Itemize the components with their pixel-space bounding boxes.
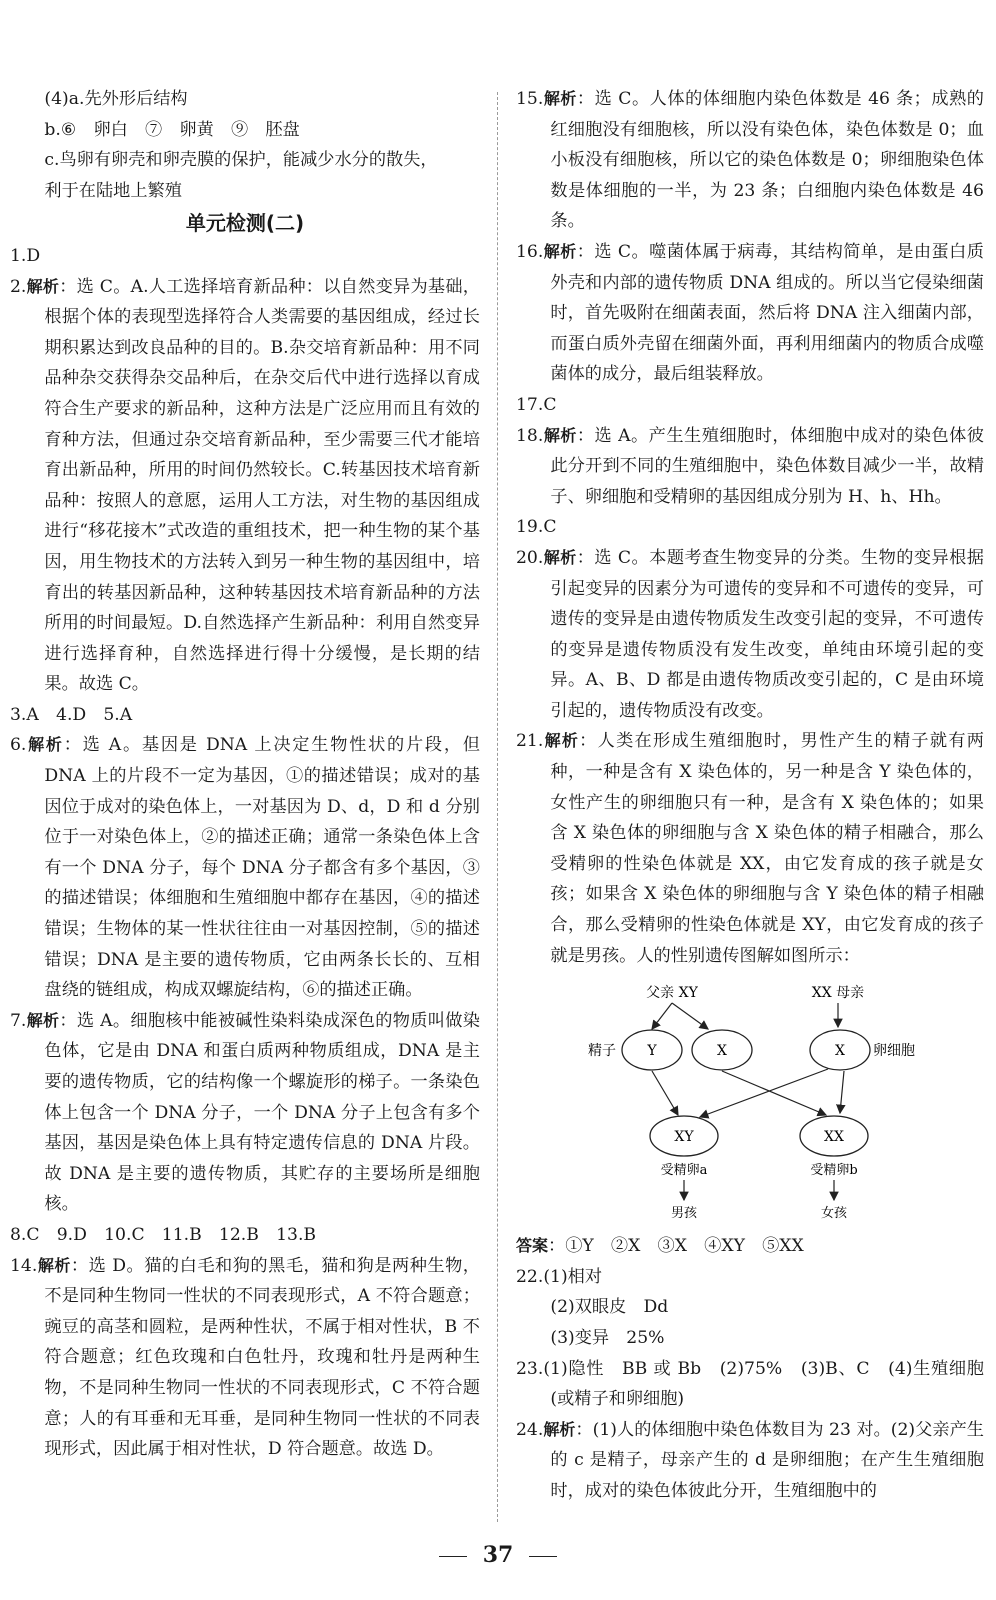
- question-item: 15.解析：选 C。人体的体细胞内染色体数是 46 条；成熟的红细胞没有细胞核，所以没有染色体，染色体数是 0；血小板没有细胞核，所以它的染色体数是 0；卵细胞染色体数是体细胞的一半，为 23 条；白细胞内染色体数是 46 条。: [516, 89, 984, 232]
- question-item: 7.解析：选 A。细胞核中能被碱性染料染成深色的物质叫做染色体，它是由 DNA 和蛋白质两种物质组成，DNA 是主要的遗传物质，它的结构像一个螺旋形的梯子。一条染色体上包含一个 DNA 分子，一个 DNA 分子上包含有多个基因，基因是染色体上具有特定遗传信息的 DNA 片段。故 DNA 是主要的遗传物质，其贮存的主要场所是细胞核。: [10, 1010, 480, 1215]
- father-label: 父亲 XY: [646, 985, 698, 1002]
- zygote-a-label: 受精卵a: [660, 1163, 708, 1179]
- question-item: 8.C 9.D 10.C 11.B 12.B 13.B: [10, 1224, 317, 1245]
- zygote-b-text: XX: [824, 1129, 844, 1146]
- egg-label: 卵细胞: [873, 1043, 915, 1060]
- question-item: 18.解析：选 A。产生生殖细胞时，体细胞中成对的染色体彼此分开到不同的生殖细胞中，染色体数目减少一半，故精子、卵细胞和受精卵的基因组成分别为 H、h、Hh。: [516, 425, 984, 507]
- page-number: 37: [0, 1542, 996, 1568]
- question-item: 14.解析：选 D。猫的白毛和狗的黑毛，猫和狗是两种生物，不是同种生物同一性状的不同表现形式，A 不符合题意；豌豆的高茎和圆粒，是两种性状，不属于相对性状，B 不符合题意；红色玫瑰和白色牡丹，玫瑰和牡丹是两种生物，不是同种生物同一性状的不同表现形式，C 不符合题意；人的有耳垂和无耳垂，是同种生物同一性状的不同表现形式，因此属于相对性状，D 符合题意。故选 D。: [10, 1255, 480, 1460]
- answer-line: b.⑥ 卵白 ⑦ 卵黄 ⑨ 胚盘: [44, 119, 300, 140]
- answer-line: (4)a.先外形后结构: [44, 89, 188, 109]
- mother-label: XX 母亲: [811, 985, 865, 1002]
- question-item: 16.解析：选 C。噬菌体属于病毒，其结构简单，是由蛋白质外壳和内部的遗传物质 DNA 组成的。所以当它侵染细菌时，首先吸附在细菌表面，然后将 DNA 注入细菌内部，而蛋白质外壳留在细菌外面，再利用细菌内的物质合成噬菌体的成分，最后组装释放。: [516, 241, 984, 385]
- question-item: 1.D: [10, 245, 41, 266]
- question-item: 20.解析：选 C。本题考查生物变异的分类。生物的变异根据引起变异的因素分为可遗传的变异和不可遗传的变异，可遗传的变异是由遗传物质发生改变引起的变异，不可遗传的变异是遗传物质没有发生改变，单纯由环境引起的变异。A、B、D 都是由遗传物质改变引起的，C 是由环境引起的，遗传物质没有改变。: [516, 547, 984, 721]
- column-divider: [497, 92, 498, 1522]
- girl-label: 女孩: [820, 1206, 848, 1222]
- answer-line: 22.(1)相对: [516, 1266, 603, 1287]
- zygote-a-text: XY: [674, 1129, 694, 1146]
- egg-x-text: X: [835, 1043, 845, 1060]
- question-item: 6.解析：选 A。基因是 DNA 上决定生物性状的片段，但 DNA 上的片段不一定为基因，①的描述错误；成对的基因位于成对的染色体上，一对基因为 D、d，D 和 d 分别位于一对染色体上，②的描述正确；通常一条染色体上含有一个 DNA 分子，每个 DNA 分子都含有多个基因，③的描述错误；体细胞和生殖细胞中都存在基因，④的描述错误；生物体的某一性状往往由一对基因控制，⑤的描述错误；DNA 是主要的遗传物质，它由两条长长的、互相盘绕的链组成，构成双螺旋结构，⑥的描述正确。: [10, 735, 480, 1001]
- answer-line: 23.(1)隐性 BB 或 Bb (2)75% (3)B、C (4)生殖细胞(或精子和卵细胞): [516, 1358, 984, 1410]
- sperm-x-text: X: [717, 1043, 727, 1060]
- question-item: 19.C: [516, 517, 557, 538]
- answer-line: (3)变异 25%: [550, 1328, 665, 1348]
- left-column: [10, 84, 480, 1465]
- answer-line: 利于在陆地上繁殖: [44, 180, 182, 201]
- question-item: 17.C: [516, 394, 557, 415]
- boy-label: 男孩: [670, 1206, 698, 1222]
- sperm-label: 精子: [588, 1043, 616, 1060]
- sex-inheritance-diagram: [588, 981, 928, 1221]
- answer-line: (2)双眼皮 Dd: [550, 1297, 669, 1318]
- question-item: 24.解析：(1)人的体细胞中染色体数目为 23 对。(2)父亲产生的 c 是精子，母亲产生的 d 是卵细胞；在产生生殖细胞时，成对的染色体彼此分开，生殖细胞中的: [516, 1419, 984, 1501]
- answer-line: c.鸟卵有卵壳和卵壳膜的保护，能减少水分的散失，: [44, 150, 438, 171]
- section-title: 单元检测(二): [185, 211, 305, 236]
- answer-summary: 答案：①Y ②X ③X ④XY ⑤XX: [516, 1236, 804, 1257]
- question-item: 21.解析：人类在形成生殖细胞时，男性产生的精子就有两种，一种是含有 X 染色体的，另一种是含 Y 染色体的，女性产生的卵细胞只有一种，是含有 X 染色体的；如果含 X 染色体的卵细胞与含 X 染色体的精子相融合，那么受精卵的性染色体就是 XX，由它发育成的孩子就是女孩；如果含 X 染色体的卵细胞与含 Y 染色体的精子相融合，那么受精卵的性染色体就是 XY，由它发育成的孩子就是男孩。人的性别遗传图解如图所示：: [516, 731, 984, 966]
- question-item: 3.A 4.D 5.A: [10, 704, 133, 725]
- question-item: 2.解析：选 C。A.人工选择培育新品种：以自然变异为基础，根据个体的表现型选择符合人类需要的基因组成，经过长期积累达到改良品种的目的。B.杂交培育新品种：用不同品种杂交获得杂交品种后，在杂交后代中进行选择以育成符合生产要求的新品种，这种方法是广泛应用而且有效的育种方法，但通过杂交培育新品种，至少需要三代才能培育出新品种，所用的时间仍然较长。C.转基因技术培育新品种：按照人的意愿，运用人工方法，对生物的基因组成进行“移花接木”式改造的重组技术，把一种生物的某个基因，用生物技术的方法转入到另一种生物的基因组中，培育出的转基因新品种，这种转基因技术培育新品种的方法所用的时间最短。D.自然选择产生新品种：利用自然变异进行选择育种，自然选择进行得十分缓慢，是长期的结果。故选 C。: [10, 276, 480, 695]
- sperm-y-text: Y: [647, 1043, 657, 1060]
- right-column: [516, 84, 984, 1507]
- zygote-b-label: 受精卵b: [810, 1163, 858, 1179]
